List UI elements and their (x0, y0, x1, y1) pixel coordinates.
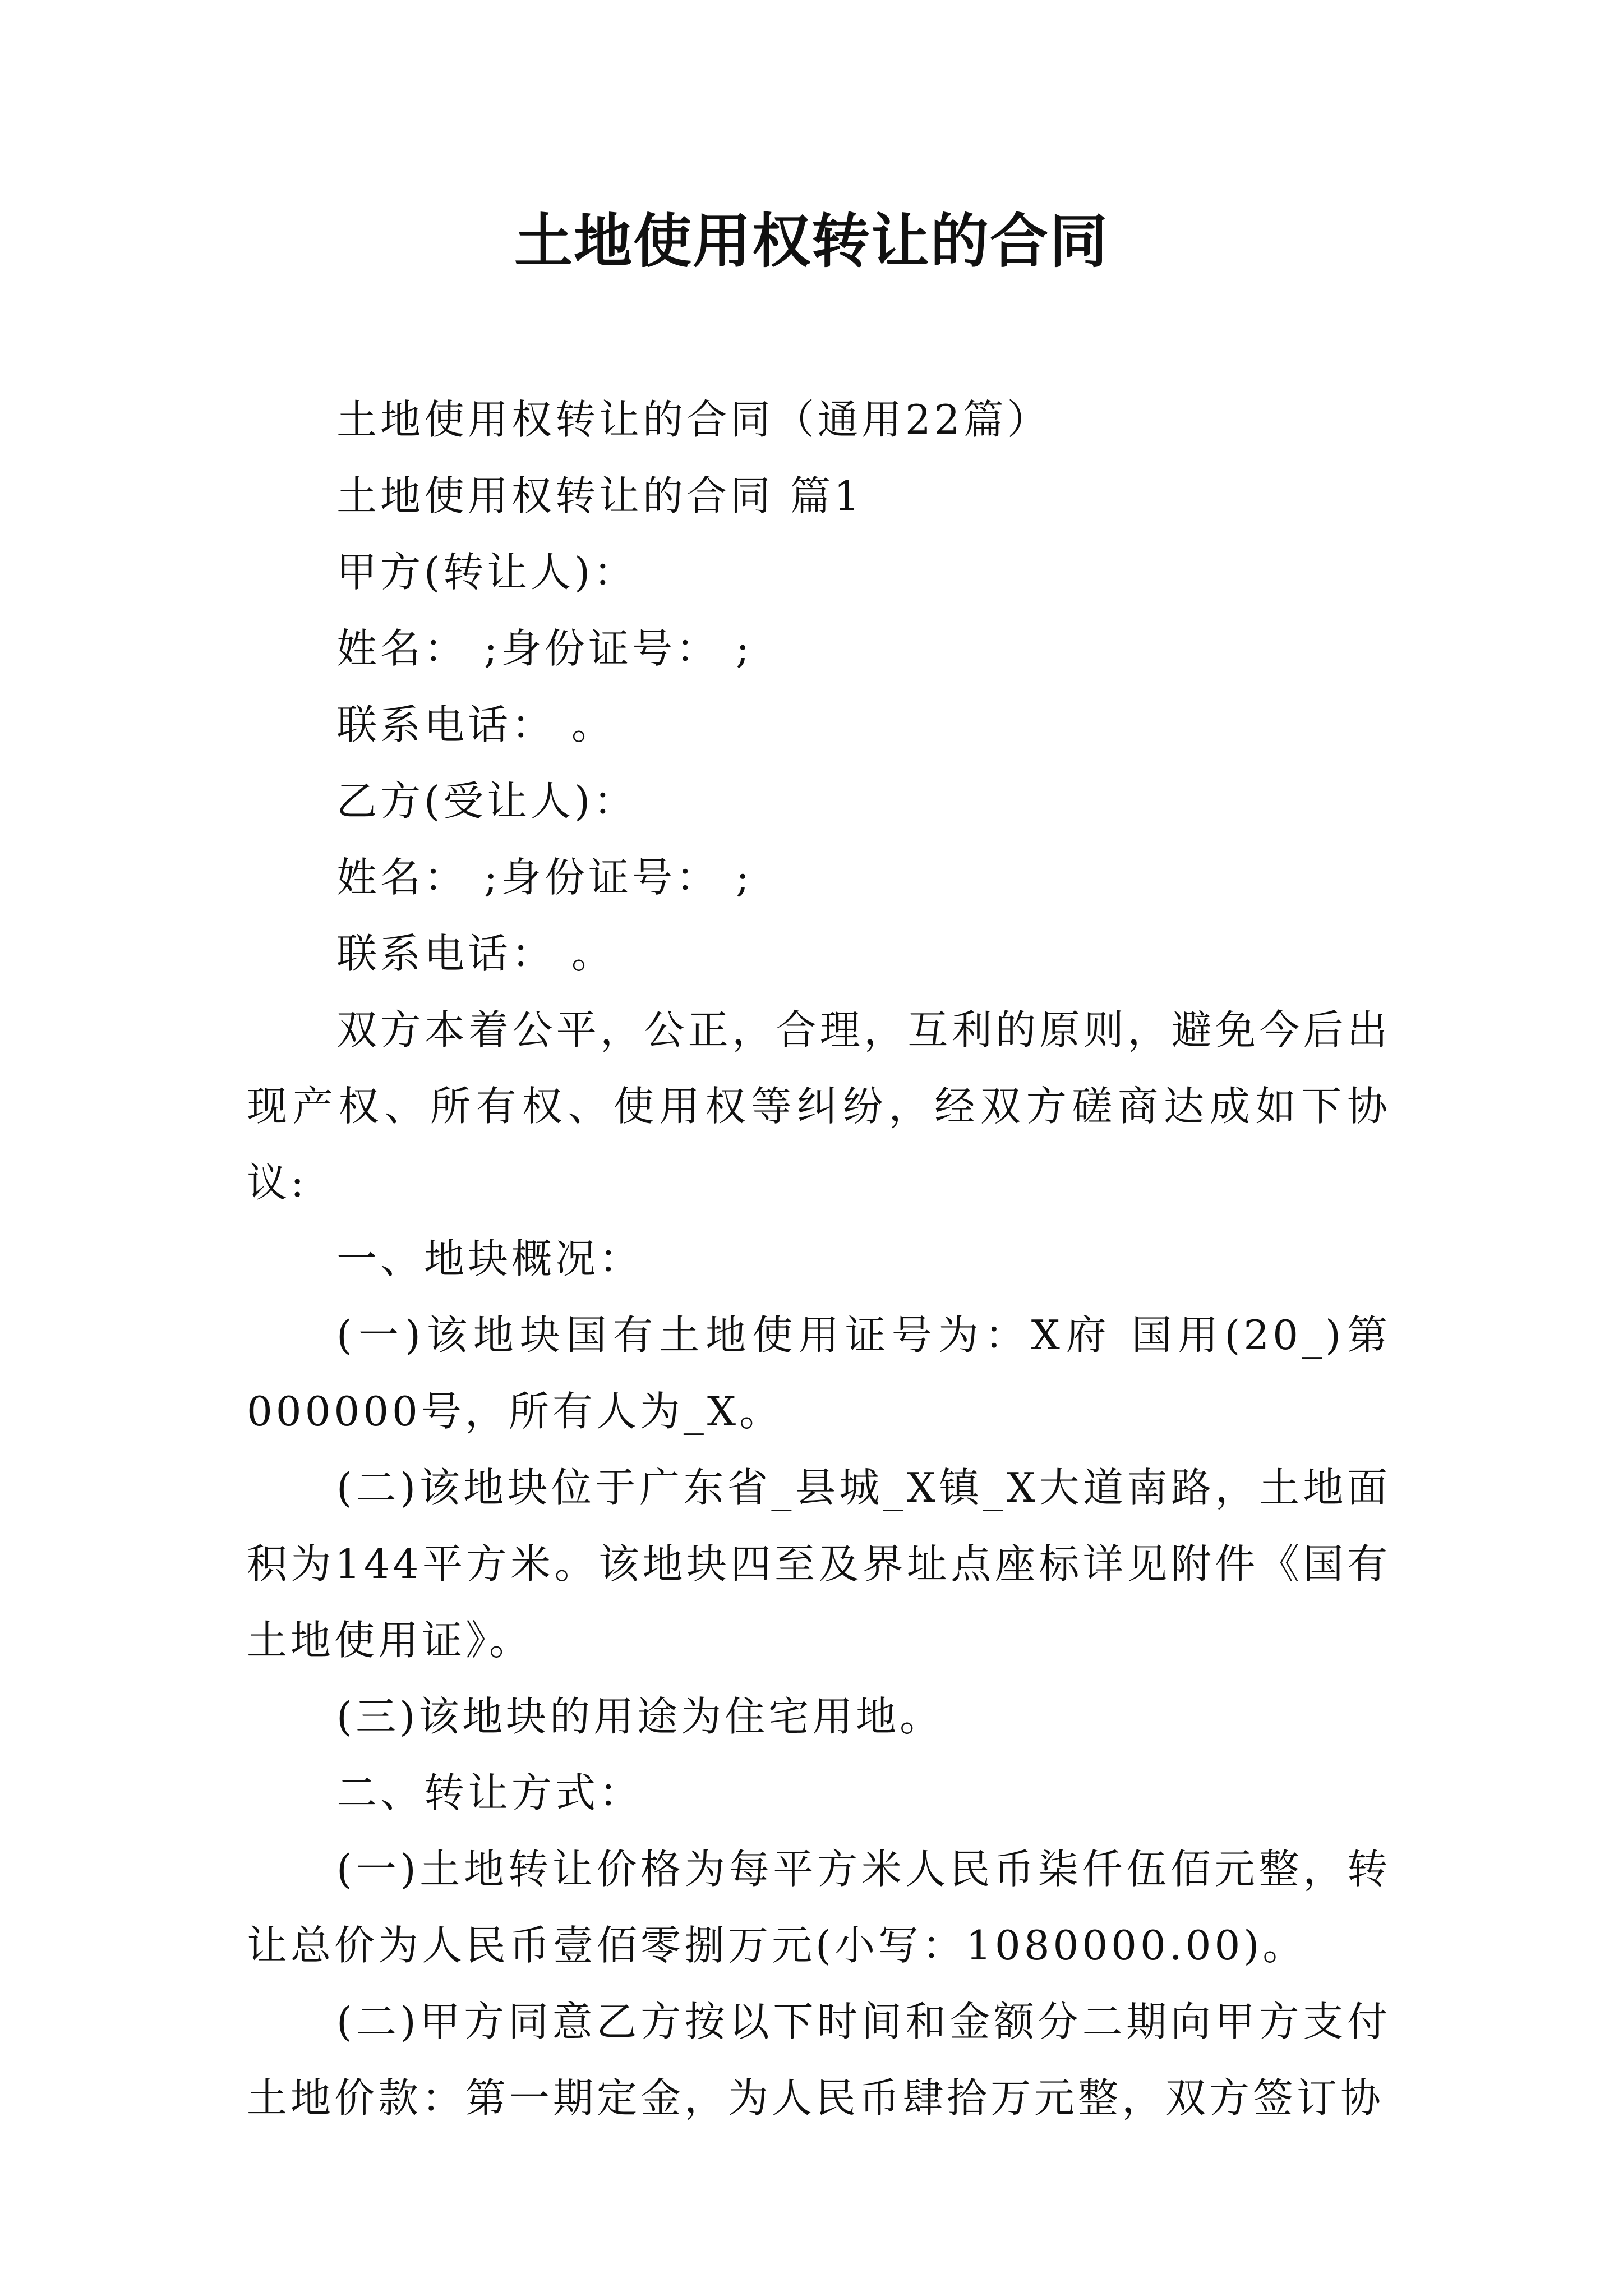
paragraph-transfer-price: (一)土地转让价格为每平方米人民币柒仟伍佰元整，转让总价为人民币壹佰零捌万元(小写：1080000.00)。 (247, 1846, 1391, 1969)
paragraph-party-b-name: 姓名： ;身份证号： ; (336, 854, 753, 901)
paragraph-payment-schedule: (二)甲方同意乙方按以下时间和金额分二期向甲方支付土地价款：第一期定金，为人民币肆拾万元整，双方签订协 (247, 1998, 1391, 2122)
paragraph-preamble: 双方本着公平，公正，合理，互利的原则，避免今后出现产权、所有权、使用权等纠纷，经双方磋商达成如下协议: (247, 1006, 1391, 1206)
paragraph-section-heading: 土地使用权转让的合同 篇1 (336, 472, 863, 519)
paragraph-subtitle: 土地使用权转让的合同（通用22篇） (336, 396, 1051, 443)
paragraph-land-use: (三)该地块的用途为住宅用地。 (336, 1693, 944, 1740)
paragraph-land-location: (二)该地块位于广东省_县城_X镇_X大道南路，土地面积为144平方米。该地块四至及界址点座标详见附件《国有土地使用证》。 (247, 1464, 1391, 1664)
paragraph-party-b: 乙方(受让人)： (336, 777, 638, 825)
paragraph-party-b-phone: 联系电话： 。 (336, 930, 615, 977)
document-body (247, 381, 1391, 2136)
paragraph-party-a-name: 姓名： ;身份证号： ; (336, 625, 753, 672)
paragraph-heading-transfer-method: 二、转让方式： (336, 1769, 643, 1816)
paragraph-party-a: 甲方(转让人)： (336, 549, 638, 596)
paragraph-land-certificate: (一)该地块国有土地使用证号为：X府 国用(20_)第000000号，所有人为_X。 (247, 1312, 1391, 1435)
paragraph-heading-land-overview: 一、地块概况： (336, 1235, 643, 1282)
document-title: 土地使用权转让的合同 (514, 206, 1109, 275)
paragraph-party-a-phone: 联系电话： 。 (336, 701, 615, 748)
